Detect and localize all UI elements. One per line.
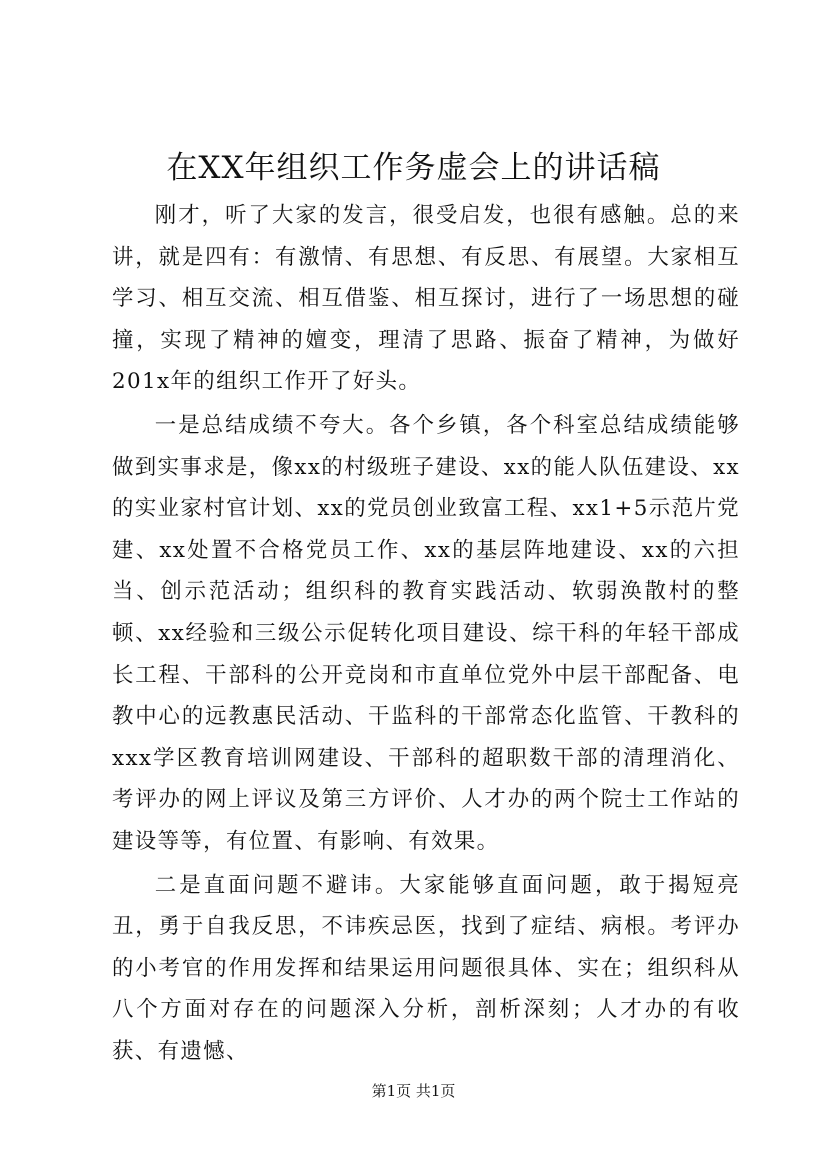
document-body [112, 195, 740, 1074]
page-footer: 第1页 共1页 [371, 1082, 456, 1100]
paragraph-intro: 刚才，听了大家的发言，很受启发，也很有感触。总的来讲，就是四有：有激情、有思想、有反思、有展望。大家相互学习、相互交流、相互借鉴、相互探讨，进行了一场思想的碰撞，实现了精神的嬗变，理清了思路、振奋了精神，为做好201x年的组织工作开了好头。 [112, 203, 740, 395]
document-title: 在XX年组织工作务虚会上的讲话稿 [166, 150, 661, 186]
paragraph-achievements: 一是总结成绩不夸大。各个乡镇，各个科室总结成绩能够做到实事求是，像xx的村级班子建设、xx的能人队伍建设、xx的实业家村官计划、xx的党员创业致富工程、xx1+5示范片党建、xx处置不合格党员工作、xx的基层阵地建设、xx的六担当、创示范活动；组织科的教育实践活动、软弱涣散村的整顿、xx经验和三级公示促转化项目建设、综干科的年轻干部成长工程、干部科的公开竞岗和市直单位党外中层干部配备、电教中心的远教惠民活动、干监科的干部常态化监管、干教科的xxx学区教育培训网建设、干部科的超职数干部的清理消化、考评办的网上评议及第三方评价、人才办的两个院士工作站的建设等等，有位置、有影响、有效果。 [112, 412, 740, 854]
paragraph-problems: 二是直面问题不避讳。大家能够直面问题，敢于揭短亮丑，勇于自我反思，不讳疾忌医，找到了症结、病根。考评办的小考官的作用发挥和结果运用问题很具体、实在；组织科从八个方面对存在的问题深入分析，剖析深刻；人才办的有收获、有遗憾、 [112, 872, 740, 1064]
